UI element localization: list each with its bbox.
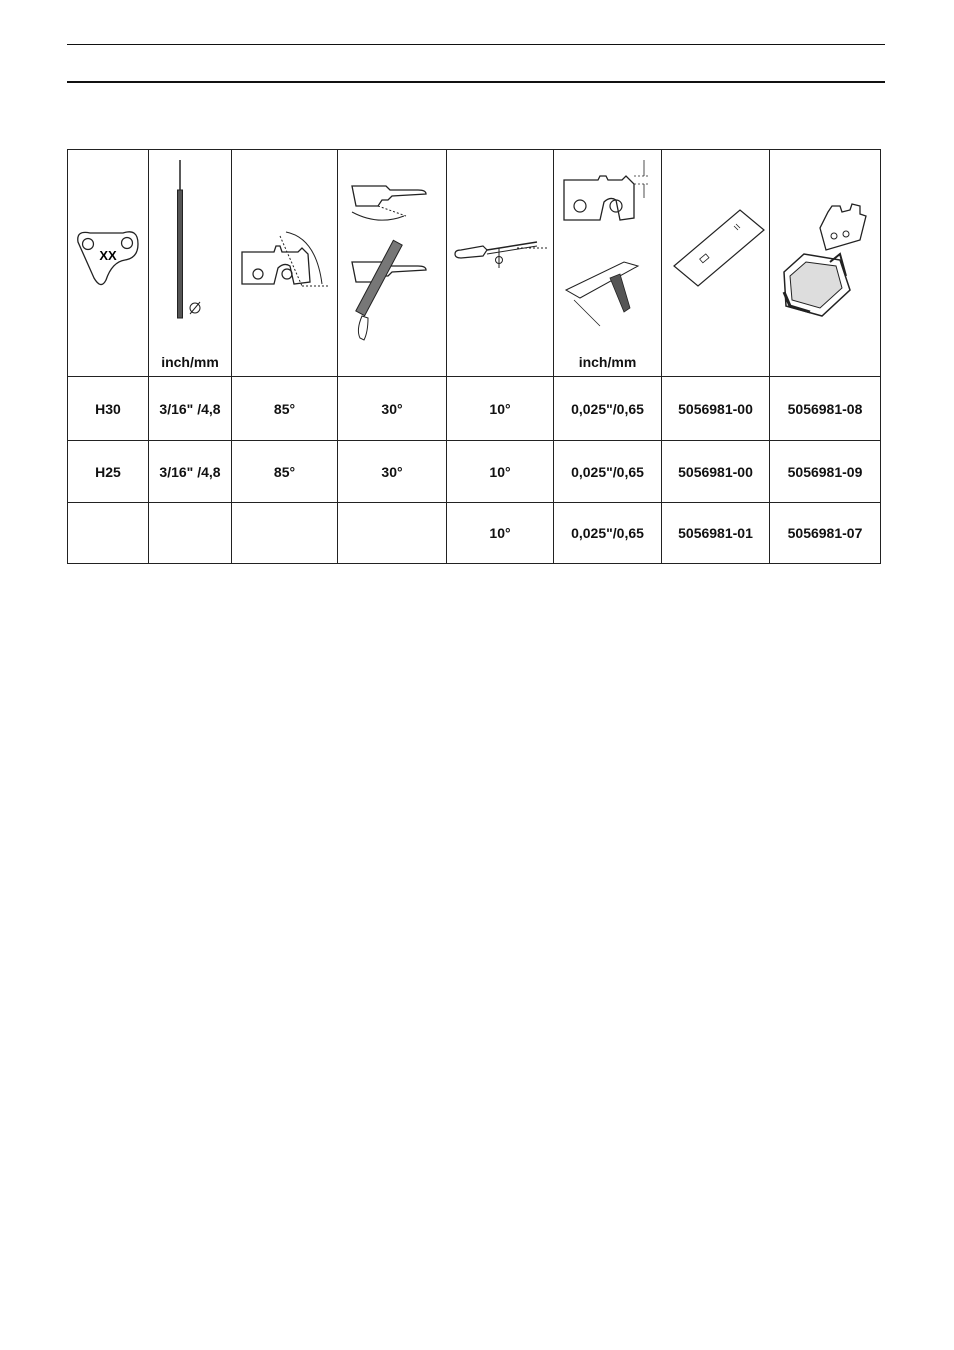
depth-unit-label: inch/mm xyxy=(578,354,637,370)
file-diameter-symbol xyxy=(0,0,1,1)
header-depth-gauge-setting xyxy=(554,150,662,377)
table-row xyxy=(68,441,881,503)
table-row xyxy=(68,377,881,441)
sharpening-spec-table xyxy=(67,149,881,564)
file-gauge-part-cell: 5056981-08 xyxy=(770,377,881,441)
file-size-cell: 3/16" /4,8 xyxy=(149,377,232,441)
depth-cell: 0,025"/0,65 xyxy=(554,377,662,441)
link-marking-text: XX xyxy=(99,248,117,263)
file-gauge-part-cell: 5056981-07 xyxy=(770,503,881,564)
depth-gauge-part-cell: 5056981-00 xyxy=(662,441,770,503)
depth-gauge-tool-icon xyxy=(662,150,770,376)
file-holder-angle-cell: 10° xyxy=(447,377,554,441)
depth-cell: 0,025"/0,65 xyxy=(554,441,662,503)
top-plate-angle-icon xyxy=(232,150,338,376)
chain-cell: H25 xyxy=(68,441,149,503)
header-side-angle xyxy=(338,150,447,377)
depth-gauge-part-cell: 5056981-00 xyxy=(662,377,770,441)
depth-gauge-part-cell: 5056981-01 xyxy=(662,503,770,564)
file-holder-angle-cell: 10° xyxy=(447,503,554,564)
table-header-row xyxy=(68,150,881,377)
depth-cell: 0,025"/0,65 xyxy=(554,503,662,564)
header-top-plate-angle xyxy=(232,150,338,377)
header-round-file xyxy=(149,150,232,377)
round-file-icon xyxy=(149,150,232,340)
drive-link-icon xyxy=(68,150,148,376)
side-angle-file-icon xyxy=(338,150,447,376)
file-size-cell: 3/16" /4,8 xyxy=(149,441,232,503)
side-angle-cell: 30° xyxy=(338,441,447,503)
top-plate-angle-cell: 85° xyxy=(232,441,338,503)
depth-setting-icon xyxy=(554,150,662,340)
top-plate-angle-cell xyxy=(232,503,338,564)
file-unit-label: inch/mm xyxy=(161,354,219,370)
file-gauge-part-cell: 5056981-09 xyxy=(770,441,881,503)
header-chain-link xyxy=(68,150,149,377)
header-file-holder-angle xyxy=(447,150,554,377)
top-plate-angle-cell: 85° xyxy=(232,377,338,441)
header-filing-gauge-tool xyxy=(770,150,881,377)
header-depth-gauge-tool xyxy=(662,150,770,377)
side-angle-cell: 30° xyxy=(338,377,447,441)
header-rule-top xyxy=(67,44,885,45)
table-row xyxy=(68,503,881,564)
chain-cell: H30 xyxy=(68,377,149,441)
file-size-cell xyxy=(149,503,232,564)
chain-cell xyxy=(68,503,149,564)
side-angle-cell xyxy=(338,503,447,564)
file-holder-icon xyxy=(447,150,554,376)
filing-gauge-tool-icon xyxy=(770,150,881,376)
header-rule-bottom xyxy=(67,81,885,83)
file-holder-angle-cell: 10° xyxy=(447,441,554,503)
